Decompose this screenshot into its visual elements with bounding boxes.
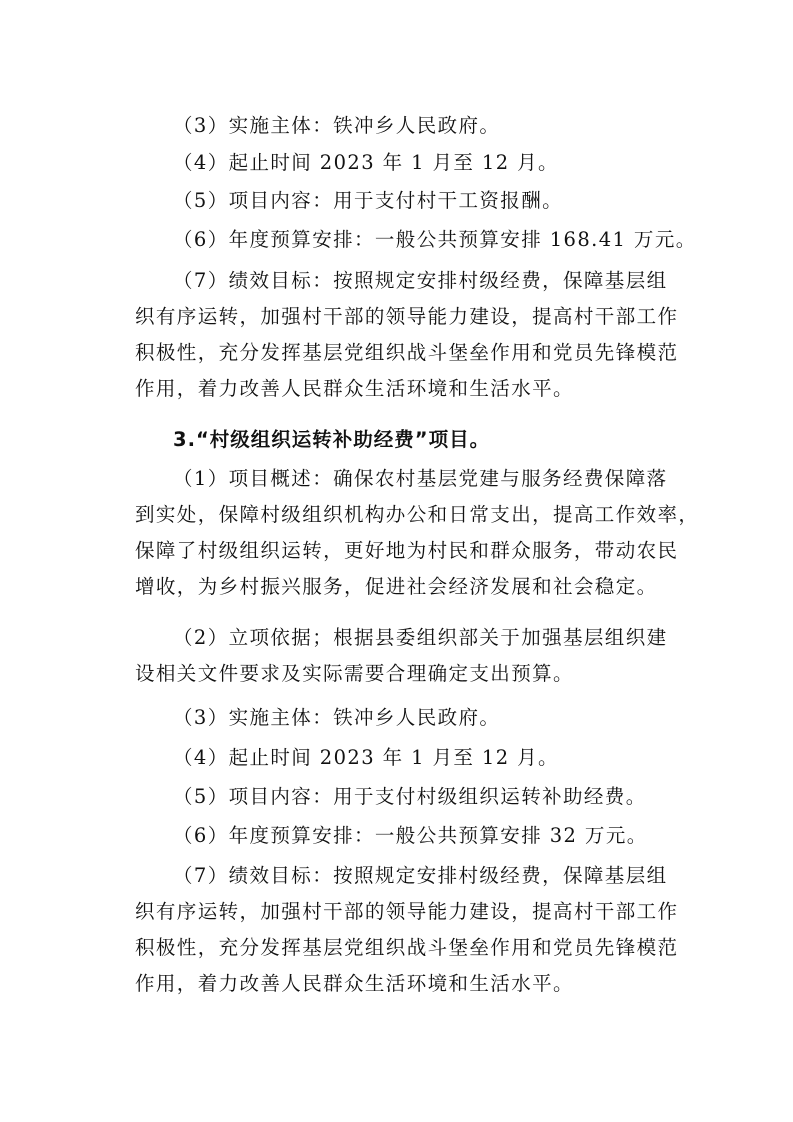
text-line: 积极性，充分发挥基层党组织战斗堡垒作用和党员先锋模范 [135,936,679,959]
text-line: （5）项目内容：用于支付村干工资报酬。 [173,189,564,212]
goal-paragraph [135,858,679,1002]
budget-paragraph [135,818,675,854]
text-line: （7）绩效目标：按照规定安排村级经费，保障基层组 [173,864,668,887]
implementer-paragraph [135,700,675,736]
overview-paragraph [135,461,700,605]
budget-paragraph [135,222,697,258]
text-line: （4）起止时间 2023 年 1 月至 12 月。 [173,151,559,174]
period-paragraph [135,740,675,776]
text-line: （2）立项依据；根据县委组织部关于加强基层组织建 [173,626,668,649]
text-line: （3）实施主体：铁冲乡人民政府。 [173,114,501,137]
heading-text: 3.“村级组织运转补助经费”项目。 [173,428,491,451]
text-line: （3）实施主体：铁冲乡人民政府。 [173,706,501,729]
text-line: 作用，着力改善人民群众生活环境和生活水平。 [135,377,574,400]
text-line: 保障了村级组织运转，更好地为村民和群众服务，带动农民 [135,539,679,562]
content-paragraph [135,183,675,219]
text-line: （5）项目内容：用于支付村级组织运转补助经费。 [173,785,647,808]
content-paragraph [135,779,675,815]
period-paragraph [135,145,675,181]
text-line: 织有序运转，加强村干部的领导能力建设，提高村干部工作 [135,305,679,328]
text-line: （6）年度预算安排：一般公共预算安排 32 万元。 [173,824,648,847]
basis-paragraph [135,620,675,692]
text-line: 增收，为乡村振兴服务，促进社会经济发展和社会稳定。 [135,575,658,598]
text-line: 积极性，充分发挥基层党组织战斗堡垒作用和党员先锋模范 [135,341,679,364]
text-line: 到实处，保障村级组织机构办公和日常支出，提高工作效率， [135,503,700,526]
text-line: （4）起止时间 2023 年 1 月至 12 月。 [173,746,559,769]
section-heading [135,422,675,458]
goal-paragraph [135,263,679,407]
implementer-paragraph [135,108,675,144]
text-line: （6）年度预算安排：一般公共预算安排 168.41 万元。 [173,228,697,251]
text-line: 织有序运转，加强村干部的领导能力建设，提高村干部工作 [135,900,679,923]
text-line: （7）绩效目标：按照规定安排村级经费，保障基层组 [173,269,668,292]
text-line: 设相关文件要求及实际需要合理确定支出预算。 [135,662,574,685]
text-line: 作用，着力改善人民群众生活环境和生活水平。 [135,972,574,995]
text-line: （1）项目概述：确保农村基层党建与服务经费保障落 [173,467,668,490]
